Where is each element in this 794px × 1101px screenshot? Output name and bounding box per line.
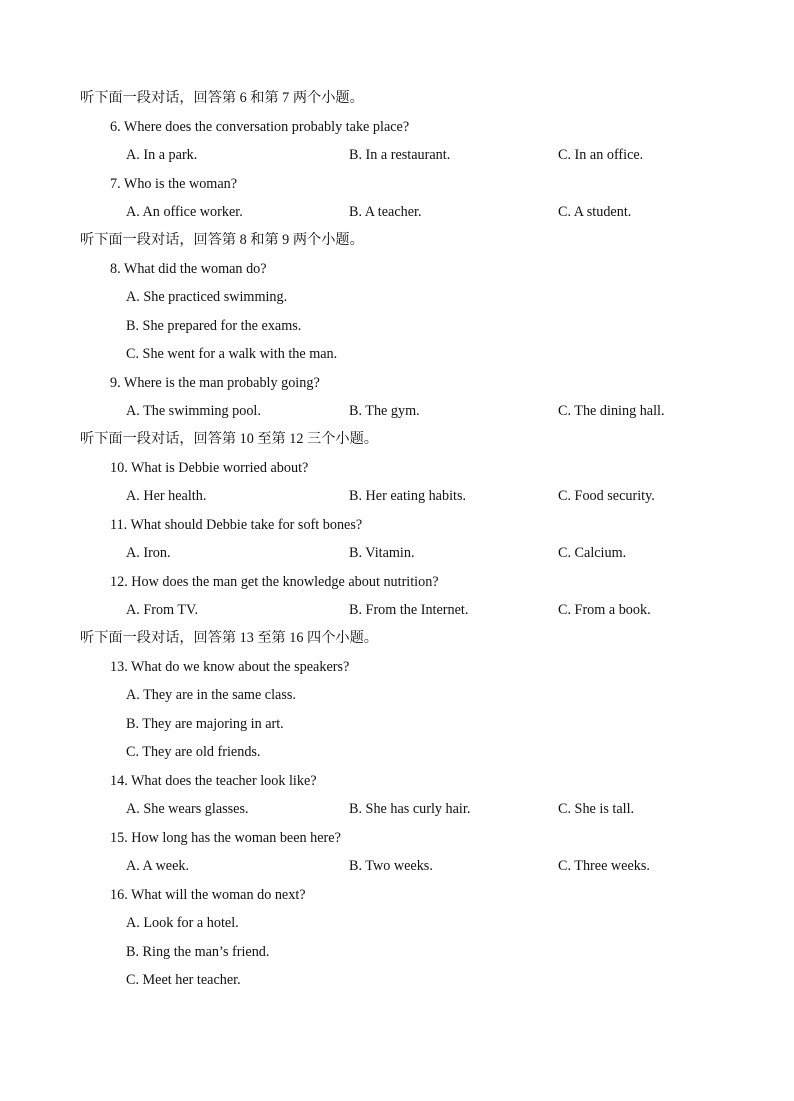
option-c: C. Meet her teacher. — [126, 972, 241, 988]
option-a: A. Iron. — [126, 545, 171, 561]
option-c: C. A student. — [558, 204, 632, 220]
option-a: A. A week. — [126, 858, 190, 874]
section-heading: 听下面一段对话，回答第 13 至第 16 四个小题。 — [80, 630, 378, 646]
option-a: A. They are in the same class. — [126, 687, 296, 703]
option-c: C. In an office. — [558, 147, 644, 163]
option-b: B. Two weeks. — [349, 858, 433, 874]
option-a: A. Her health. — [126, 488, 207, 504]
question-text: 9. Where is the man probably going? — [110, 375, 320, 391]
question-text: 11. What should Debbie take for soft bones? — [110, 517, 363, 533]
option-c: C. Calcium. — [558, 545, 627, 561]
option-c: C. She is tall. — [558, 801, 635, 817]
option-a: A. From TV. — [126, 602, 199, 618]
section-heading: 听下面一段对话，回答第 10 至第 12 三个小题。 — [80, 431, 378, 447]
option-a: A. She wears glasses. — [126, 801, 249, 817]
option-a: A. The swimming pool. — [126, 403, 261, 419]
question-text: 8. What did the woman do? — [110, 261, 267, 277]
option-a: A. An office worker. — [126, 204, 243, 220]
option-b: B. From the Internet. — [349, 602, 469, 618]
option-c: C. From a book. — [558, 602, 651, 618]
option-a: A. In a park. — [126, 147, 198, 163]
option-b: B. Her eating habits. — [349, 488, 467, 504]
question-text: 6. Where does the conversation probably take place? — [110, 119, 410, 135]
option-b: B. They are majoring in art. — [126, 716, 284, 732]
option-b: B. A teacher. — [349, 204, 422, 220]
option-a: A. Look for a hotel. — [126, 915, 239, 931]
question-text: 10. What is Debbie worried about? — [110, 460, 309, 476]
option-c: C. The dining hall. — [558, 403, 665, 419]
option-b: B. She has curly hair. — [349, 801, 471, 817]
option-c: C. Food security. — [558, 488, 655, 504]
question-text: 12. How does the man get the knowledge about nutrition? — [110, 574, 439, 590]
option-c: C. They are old friends. — [126, 744, 261, 760]
question-text: 14. What does the teacher look like? — [110, 773, 317, 789]
option-b: B. She prepared for the exams. — [126, 318, 302, 334]
question-text: 15. How long has the woman been here? — [110, 830, 341, 846]
section-heading: 听下面一段对话，回答第 6 和第 7 两个小题。 — [80, 90, 364, 106]
option-c: C. She went for a walk with the man. — [126, 346, 338, 362]
option-b: B. In a restaurant. — [349, 147, 451, 163]
option-a: A. She practiced swimming. — [126, 289, 288, 305]
question-text: 7. Who is the woman? — [110, 176, 238, 192]
section-heading: 听下面一段对话，回答第 8 和第 9 两个小题。 — [80, 232, 364, 248]
question-text: 16. What will the woman do next? — [110, 887, 306, 903]
option-b: B. Vitamin. — [349, 545, 415, 561]
option-b: B. Ring the man’s friend. — [126, 944, 270, 960]
option-b: B. The gym. — [349, 403, 420, 419]
question-text: 13. What do we know about the speakers? — [110, 659, 350, 675]
option-c: C. Three weeks. — [558, 858, 650, 874]
